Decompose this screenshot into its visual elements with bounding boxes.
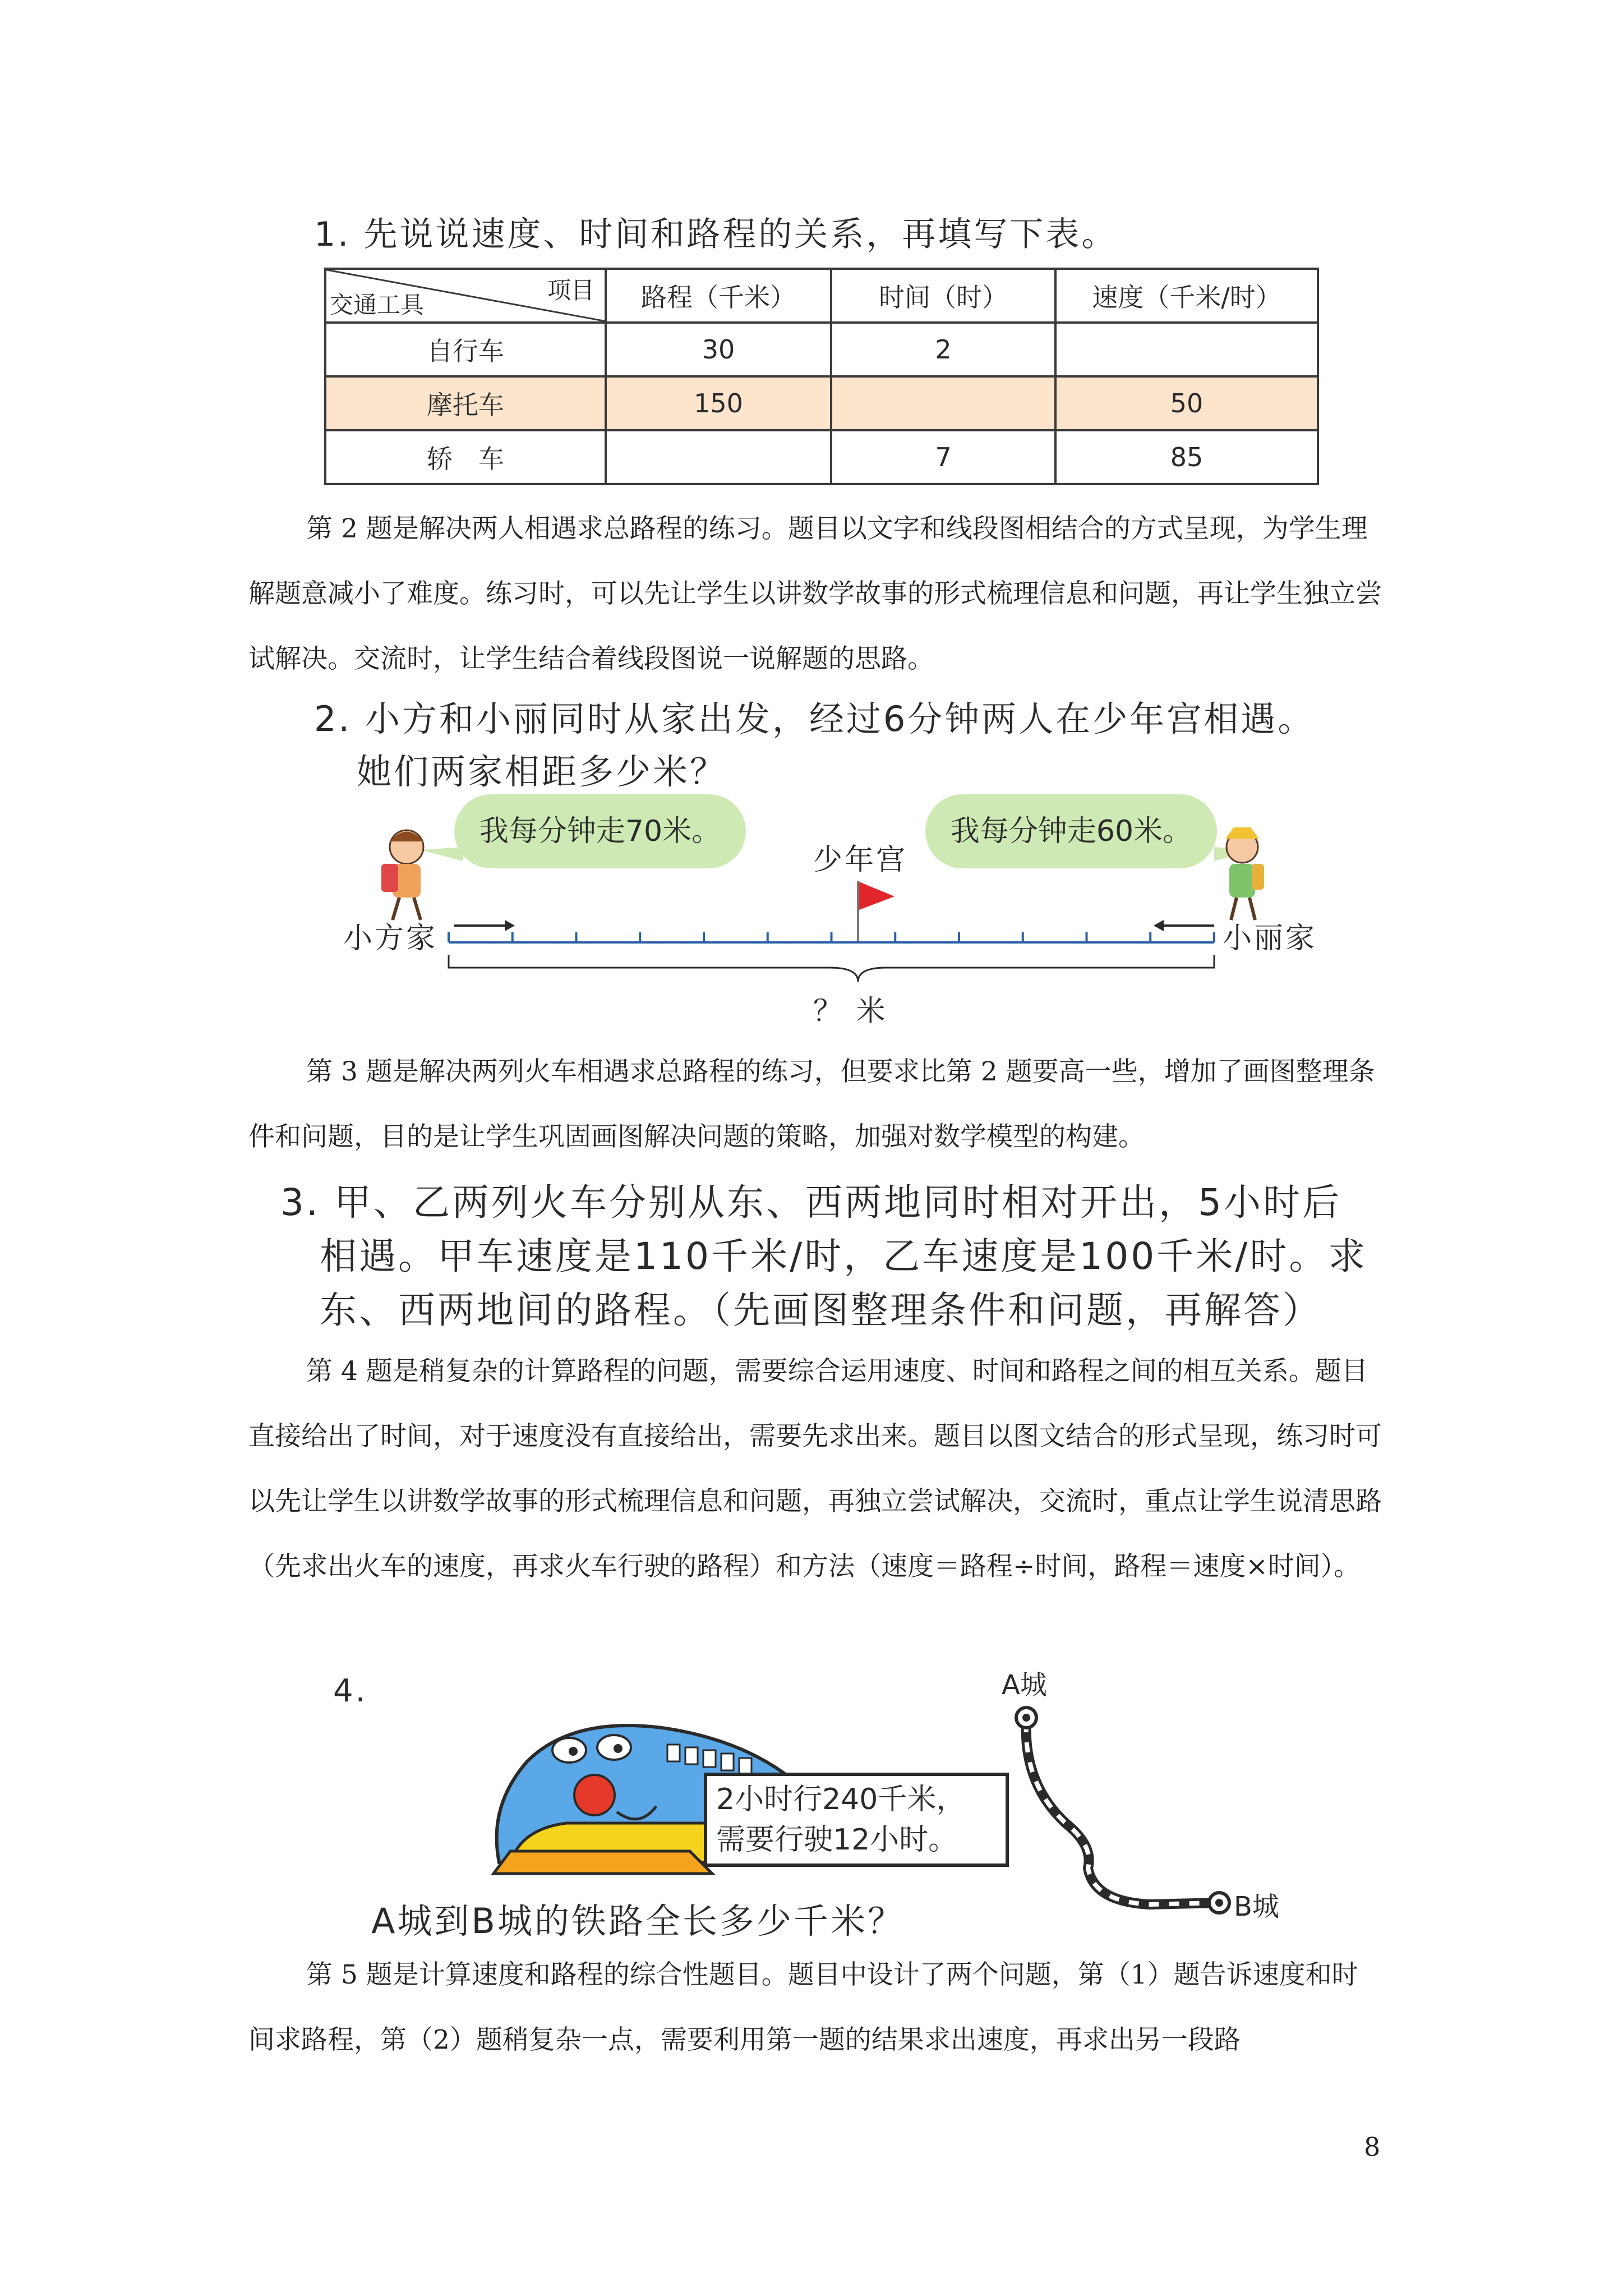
question-3-line-3: 东、西两地间的路程。（先画图整理条件和问题，再解答） (320, 1289, 1322, 1332)
label-xiaofang-home: 小方家 (343, 922, 438, 955)
table-row (325, 323, 1318, 376)
speed-cell: 50 (1055, 376, 1318, 430)
table-header-row (325, 269, 1318, 323)
vehicle-name: 摩托车 (325, 376, 606, 430)
train-info-line-1: 2小时行240千米， (716, 1783, 966, 1816)
girl-left-icon (381, 830, 423, 920)
paragraph-3: 第 3 题是解决两列火车相遇求总路程的练习，但要求比第 2 题要高一些，增加了画图整理条件和问题，目的是让学生巩固画图解决问题的策略，加强对数学模型的构建。 (248, 1056, 1375, 1152)
speech-bubble-right: 我每分钟走60米。 (925, 794, 1217, 868)
girl-right-icon (1225, 827, 1264, 920)
label-xiaoli-home: 小丽家 (1223, 922, 1317, 955)
arrow-left-head (1154, 920, 1164, 931)
arrow-right-head (505, 920, 515, 931)
corner-bottom-label: 交通工具 (330, 291, 425, 319)
speed-cell: 85 (1055, 430, 1318, 484)
vehicle-name: 轿 车 (325, 430, 606, 484)
header-distance: 路程（千米） (606, 269, 831, 323)
distance-cell (606, 430, 831, 484)
flag-icon (859, 882, 895, 910)
paragraph-4: 第 4 题是稍复杂的计算路程的问题，需要综合运用速度、时间和路程之间的相互关系。题目直接给出了时间，对于速度没有直接给出，需要先求出来。题目以图文结合的形式呈现，练习时可以先让学生以讲数学故事的形式梳理信息和问题，再独立尝试解决，交流时，重点让学生说清思路（先求出火车的速度，再求火车行驶的路程）和方法（速度＝路程÷时间，路程＝速度×时间）。 (248, 1356, 1382, 1582)
speed-table (324, 268, 1319, 485)
header-speed: 速度（千米/时） (1055, 269, 1318, 323)
vehicle-name: 自行车 (325, 323, 606, 376)
time-cell (831, 376, 1055, 430)
question-4-text: A城到B城的铁路全长多少千米？ (371, 1901, 905, 1941)
label-city-a: A城 (1002, 1669, 1047, 1701)
question-4-number: 4. (333, 1673, 368, 1709)
bubble-tail-left (421, 847, 463, 861)
question-2-line-2: 她们两家相距多少米？ (357, 751, 727, 792)
label-total-distance: ？ 米 (813, 995, 888, 1028)
page-number: 8 (1364, 2132, 1381, 2162)
time-cell: 2 (831, 323, 1055, 376)
paragraph-5: 第 5 题是计算速度和路程的综合性题目。题目中设计了两个问题，第（1）题告诉速度和时间求路程，第（2）题稍复杂一点，需要利用第一题的结果求出速度，再求出另一段路 (248, 1959, 1358, 2055)
total-brace (449, 955, 1214, 982)
railway-map (998, 1683, 1256, 1918)
speech-bubble-left: 我每分钟走70米。 (454, 794, 746, 868)
distance-cell: 30 (606, 323, 831, 376)
speed-cell (1055, 323, 1318, 376)
segment-ticks (449, 932, 1214, 942)
question-3-line-1: 3. 甲、乙两列火车分别从东、西两地同时相对开出，5小时后 (280, 1181, 1341, 1224)
question-3-line-2: 相遇。甲车速度是110千米/时，乙车速度是100千米/时。求 (320, 1235, 1368, 1278)
paragraph-2: 第 2 题是解决两人相遇求总路程的练习。题目以文字和线段图相结合的方式呈现，为学生理解题意减小了难度。练习时，可以先让学生以讲数学故事的形式梳理信息和问题，再让学生独立尝试解决。交流时，让学生结合着线段图说一说解题的思路。 (248, 513, 1382, 674)
header-time: 时间（时） (831, 269, 1055, 323)
table-corner-cell (325, 269, 606, 323)
question-1-text: 1. 先说说速度、时间和路程的关系，再填写下表。 (314, 215, 1118, 254)
time-cell: 7 (831, 430, 1055, 484)
train-info-line-2: 需要行驶12小时。 (716, 1823, 958, 1857)
table-row (325, 430, 1318, 484)
label-city-b: B城 (1234, 1891, 1279, 1922)
distance-cell: 150 (606, 376, 831, 430)
label-youth-palace: 少年宫 (813, 843, 908, 877)
railway-track-outer (1026, 1722, 1217, 1904)
corner-top-label: 项目 (547, 277, 594, 304)
table-row (325, 376, 1318, 430)
train-info-card (704, 1773, 1009, 1867)
question-2-line-1: 2. 小方和小丽同时从家出发，经过6分钟两人在少年宫相遇。 (314, 698, 1315, 739)
